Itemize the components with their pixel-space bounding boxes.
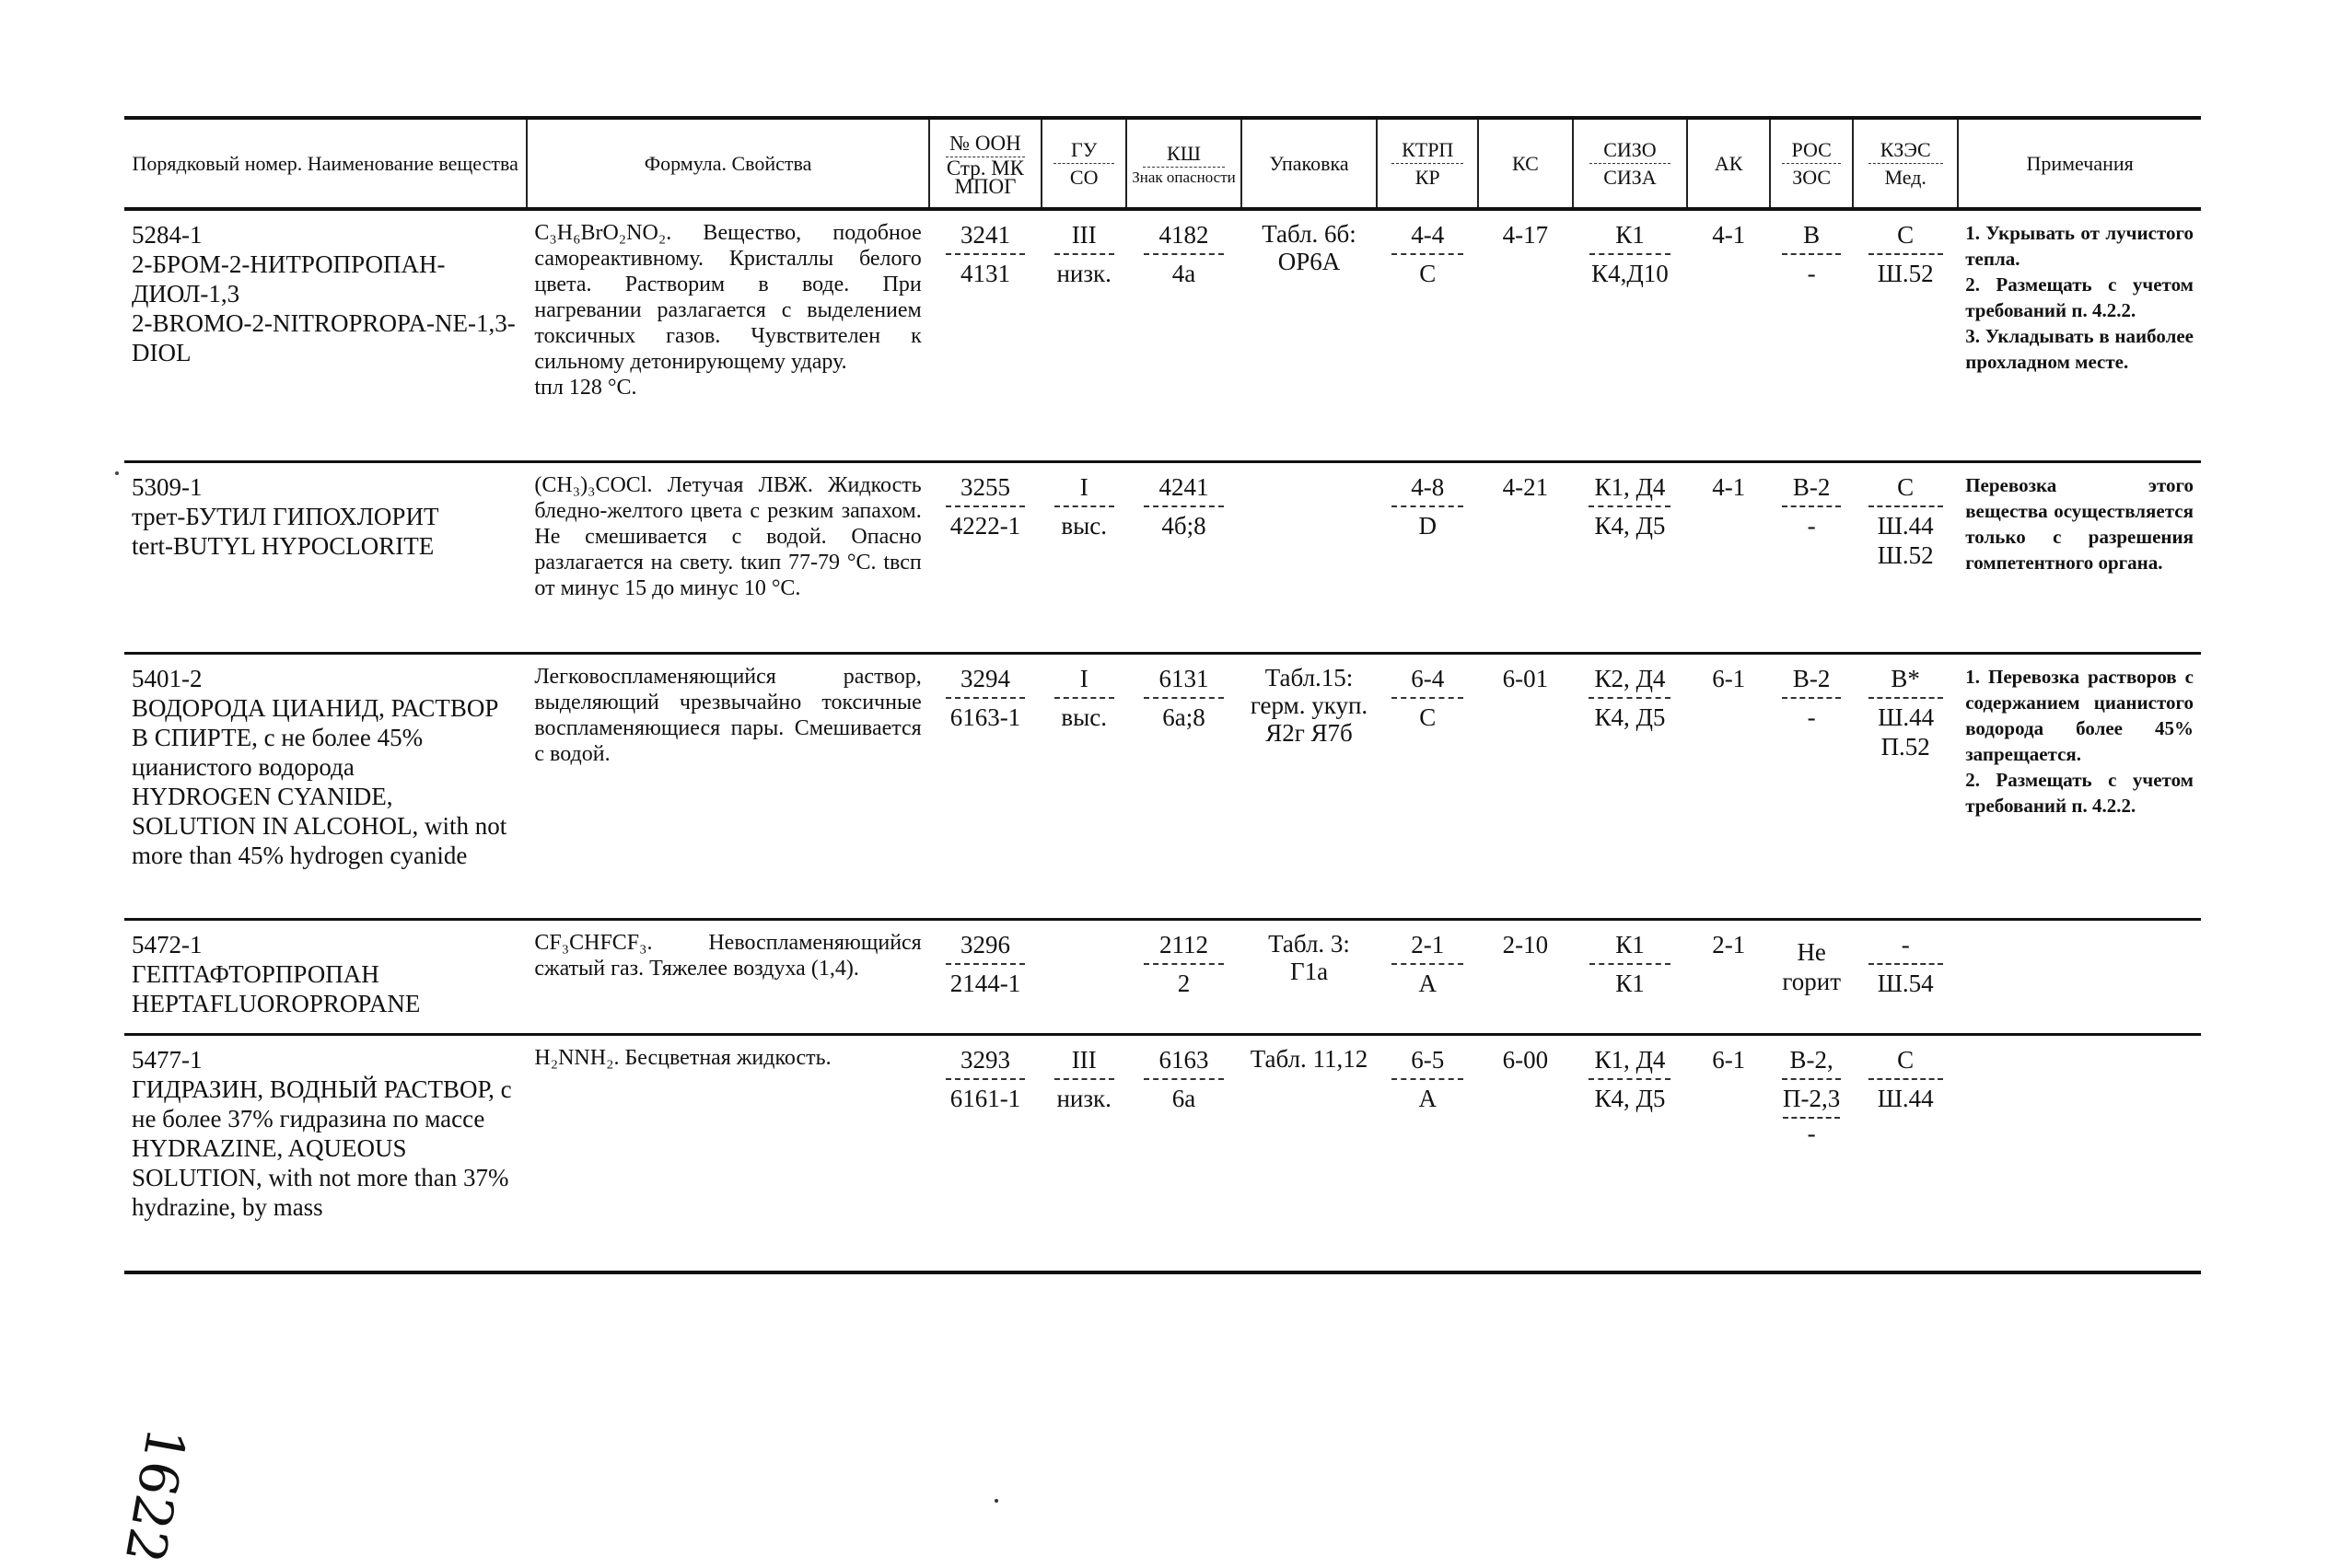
- ktrp-value: 4-4: [1391, 220, 1463, 255]
- substance-cell: [124, 653, 527, 919]
- un-number: 3241: [946, 220, 1025, 255]
- un-cell: [929, 461, 1042, 653]
- substance-name-en: 2-BROMO-2-NITROPROPA-NE-1,3-DIOL: [132, 309, 516, 366]
- packing-cell: Табл. 11,12: [1241, 1034, 1378, 1272]
- table-row: [124, 1034, 2201, 1272]
- sizo-value: К1: [1589, 930, 1670, 965]
- properties-cell: [527, 653, 928, 919]
- siza-value: К4, Д5: [1594, 1084, 1666, 1112]
- properties-text: Легковоспламеняющийся раствор, выделяющий чрезвычайно токсичные воспламеняющиеся пары. Смешивается с водой.: [534, 664, 922, 766]
- header-ros-bottom: ЗОС: [1792, 166, 1832, 189]
- ros-value: В-2: [1782, 664, 1841, 699]
- substance-cell: [124, 461, 527, 653]
- gu-cell: [1042, 653, 1126, 919]
- siza-value: К4,Д10: [1591, 260, 1669, 287]
- kzes-cell: [1853, 1034, 1958, 1272]
- sizo-cell: [1573, 461, 1688, 653]
- ksh-value: 6163: [1144, 1045, 1225, 1080]
- note-item: 1. Укрывать от лучистого тепла.: [1965, 222, 2194, 270]
- substance-cell: [124, 1034, 527, 1272]
- un-number: 3296: [946, 930, 1025, 965]
- gu-value: III: [1054, 1045, 1114, 1080]
- header-kzes: [1853, 118, 1958, 209]
- header-gu-bottom: СО: [1069, 166, 1099, 189]
- mk-page: 6161-1: [949, 1084, 1021, 1112]
- properties-cell: [527, 919, 928, 1034]
- ktrp-cell: [1377, 919, 1478, 1034]
- co-value: выс.: [1061, 703, 1107, 731]
- note-item: 2. Размещать с учетом требований п. 4.2.2.: [1965, 768, 2194, 817]
- notes-cell: [1958, 1034, 2201, 1272]
- header-name: Порядковый номер. Наименование вещества: [124, 118, 527, 209]
- ks-cell: 6-00: [1478, 1034, 1573, 1272]
- zos-extra: -: [1807, 1119, 1816, 1147]
- properties-text: C₃H₆BrO₂NO₂. Вещество, подобное самореактивному. Кристаллы белого цвета. Растворим в воде. При нагревании разлагается с выделением токсичных газов. Чувствителен к сильному детонирующему удару.: [534, 221, 922, 374]
- co-value: низк.: [1056, 260, 1112, 287]
- substance-name-en: HEPTAFLUOROPROPANE: [132, 989, 421, 1017]
- properties-text: (CH₃)₃COCl. Летучая ЛВЖ. Жидкость бледно-желтого цвета с резким запахом. Не смешивается с водой. Опасно разлагается на свету. tкип 77-79 °C. tвсп от минус 15 до минус 10 °C.: [534, 472, 922, 600]
- substance-number: 5284-1: [132, 221, 203, 249]
- header-sizo-top: СИЗО: [1589, 138, 1670, 164]
- note-item: 3. Укладывать в наиболее прохладном месте.: [1965, 325, 2194, 373]
- ksh-value: 2112: [1144, 930, 1225, 965]
- header-gu-top: ГУ: [1053, 138, 1113, 164]
- ksh-cell: [1126, 1034, 1241, 1272]
- substance-name-ru: 2-БРОМ-2-НИТРОПРОПАН-ДИОЛ-1,3: [132, 250, 446, 308]
- properties-cell: [527, 209, 928, 461]
- hazard-sign: 2: [1177, 969, 1191, 997]
- ksh-cell: [1126, 209, 1241, 461]
- properties-cell: [527, 1034, 928, 1272]
- header-formula: Формула. Свойства: [527, 118, 928, 209]
- header-ktrp-bottom: КР: [1414, 166, 1440, 189]
- gu-value: I: [1054, 664, 1114, 699]
- ak-cell: 2-1: [1687, 919, 1770, 1034]
- ksh-value: 6131: [1144, 664, 1225, 699]
- notes-cell: [1958, 461, 2201, 653]
- substance-name-ru: ГЕПТАФТОРПРОПАН: [132, 959, 379, 988]
- header-sizo-bottom: СИЗА: [1603, 166, 1657, 189]
- kr-value: A: [1418, 969, 1437, 997]
- header-un: [929, 118, 1042, 209]
- ktrp-value: 2-1: [1391, 930, 1463, 965]
- hazard-sign: 6а: [1171, 1084, 1196, 1112]
- ksh-cell: [1126, 461, 1241, 653]
- un-number: 3294: [946, 664, 1025, 699]
- ak-cell: 6-1: [1687, 1034, 1770, 1272]
- notes-cell: [1958, 209, 2201, 461]
- properties-text: CF₃CHFCF₃. Невоспламеняющийся сжатый газ. Тяжелее воздуха (1,4).: [534, 930, 922, 981]
- zos-value: -: [1807, 511, 1816, 540]
- sizo-value: К1, Д4: [1589, 472, 1670, 507]
- ksh-value: 4241: [1144, 472, 1225, 507]
- hazard-sign: 4а: [1171, 260, 1196, 287]
- header-notes: Примечания: [1958, 118, 2201, 209]
- med-value: Ш.44 П.52: [1878, 703, 1935, 761]
- properties-cell: [527, 461, 928, 653]
- ros-cell: [1770, 461, 1853, 653]
- notes-cell: [1958, 653, 2201, 919]
- med-value: Ш.44 Ш.52: [1877, 511, 1934, 569]
- sizo-value: К1, Д4: [1589, 1045, 1670, 1080]
- hazard-sign: 4б;8: [1161, 511, 1206, 540]
- gu-value: III: [1054, 220, 1114, 255]
- kzes-value: В*: [1868, 664, 1943, 699]
- gu-cell: [1042, 461, 1126, 653]
- scan-speck: [115, 471, 119, 475]
- header-ksh-top: КШ: [1143, 142, 1224, 168]
- med-value: Ш.44: [1877, 1084, 1934, 1112]
- mk-page: 4131: [960, 260, 1010, 287]
- kzes-value: С: [1868, 220, 1943, 255]
- header-ktrp: [1377, 118, 1478, 209]
- kr-value: C: [1419, 260, 1437, 287]
- co-value: выс.: [1061, 511, 1107, 540]
- header-gu: [1042, 118, 1126, 209]
- note-item: 1. Перевозка растворов с содержанием цианистого водорода более 45% запрещается.: [1965, 665, 2194, 765]
- ktrp-value: 6-4: [1391, 664, 1463, 699]
- header-ak: АК: [1687, 118, 1770, 209]
- ros-value: В-2,: [1782, 1045, 1841, 1080]
- header-ros-top: РОС: [1782, 138, 1841, 164]
- ktrp-cell: [1377, 209, 1478, 461]
- un-cell: [929, 653, 1042, 919]
- med-value: Ш.54: [1877, 969, 1934, 997]
- kzes-value: С: [1868, 472, 1943, 507]
- mk-page: 6163-1: [949, 703, 1021, 731]
- header-un-bottom: Стр. МК МПОГ: [946, 156, 1025, 198]
- ks-cell: 4-21: [1478, 461, 1573, 653]
- ktrp-cell: [1377, 1034, 1478, 1272]
- un-cell: [929, 919, 1042, 1034]
- med-value: Ш.52: [1877, 260, 1934, 287]
- ros-cell: [1770, 209, 1853, 461]
- packing-cell: Табл. 6б: ОР6А: [1241, 209, 1378, 461]
- mk-page: 4222-1: [949, 511, 1021, 540]
- ksh-cell: [1126, 653, 1241, 919]
- substance-number: 5309-1: [132, 472, 203, 501]
- header-packing: Упаковка: [1241, 118, 1378, 209]
- hazard-sign: 6а;8: [1162, 703, 1205, 731]
- ak-cell: 4-1: [1687, 209, 1770, 461]
- gu-cell: [1042, 209, 1126, 461]
- gu-cell: [1042, 1034, 1126, 1272]
- ak-cell: 4-1: [1687, 461, 1770, 653]
- kzes-value: -: [1868, 930, 1943, 965]
- kzes-cell: [1853, 209, 1958, 461]
- substance-number: 5401-2: [132, 664, 203, 692]
- ros-cell: Не горит: [1770, 919, 1853, 1034]
- ros-cell: [1770, 1034, 1853, 1272]
- table-row: [124, 461, 2201, 653]
- un-number: 3293: [946, 1045, 1025, 1080]
- substance-name-en: tert-BUTYL HYPOCLORITE: [132, 531, 435, 560]
- ks-cell: 2-10: [1478, 919, 1573, 1034]
- substance-name-ru: трет-БУТИЛ ГИПОХЛОРИТ: [132, 502, 439, 530]
- substance-name-en: HYDRAZINE, AQUEOUS SOLUTION, with not more than 37% hydrazine, by mass: [132, 1133, 509, 1221]
- note-item: Перевозка этого вещества осуществляется только с разрешения гомпетентного органа.: [1965, 473, 2194, 574]
- un-cell: [929, 209, 1042, 461]
- ak-cell: 6-1: [1687, 653, 1770, 919]
- ktrp-cell: [1377, 653, 1478, 919]
- kzes-value: С: [1868, 1045, 1943, 1080]
- header-ksh-bottom: Знак опасности: [1132, 168, 1236, 186]
- sizo-cell: [1573, 653, 1688, 919]
- header-ros: [1770, 118, 1853, 209]
- table-row: [124, 919, 2201, 1034]
- ktrp-value: 4-8: [1391, 472, 1463, 507]
- header-ktrp-top: КТРП: [1391, 138, 1463, 164]
- table-row: [124, 209, 2201, 461]
- un-cell: [929, 1034, 1042, 1272]
- ksh-cell: [1126, 919, 1241, 1034]
- hazard-table: [124, 116, 2201, 1274]
- sizo-cell: [1573, 919, 1688, 1034]
- packing-cell: Табл.15: герм. укуп. Я2г Я7б: [1241, 653, 1378, 919]
- substance-name-en: HYDROGEN CYANIDE, SOLUTION IN ALCOHOL, with not more than 45% hydrogen cyanide: [132, 782, 507, 869]
- scan-dot: [995, 1499, 998, 1503]
- kzes-cell: [1853, 653, 1958, 919]
- header-kzes-top: КЗЭС: [1868, 138, 1943, 164]
- note-item: 2. Размещать с учетом требований п. 4.2.2.: [1965, 273, 2194, 321]
- sizo-value: К2, Д4: [1589, 664, 1670, 699]
- substance-name-ru: ВОДОРОДА ЦИАНИД, РАСТВОР В СПИРТЕ, с не более 45% цианистого водорода: [132, 693, 499, 781]
- header-ks: КС: [1478, 118, 1573, 209]
- mk-page: 2144-1: [949, 969, 1021, 997]
- header-sizo: [1573, 118, 1688, 209]
- kr-value: A: [1418, 1084, 1437, 1112]
- ksh-value: 4182: [1144, 220, 1225, 255]
- un-number: 3255: [946, 472, 1025, 507]
- substance-number: 5472-1: [132, 930, 203, 958]
- kr-value: C: [1419, 703, 1437, 731]
- gu-value: I: [1054, 472, 1114, 507]
- notes-cell: [1958, 919, 2201, 1034]
- zos-value: -: [1807, 260, 1816, 287]
- sizo-value: К1: [1589, 220, 1670, 255]
- header-kzes-bottom: Мед.: [1884, 166, 1926, 189]
- siza-value: К1: [1615, 969, 1645, 997]
- page-number: 1622: [112, 1423, 199, 1568]
- kzes-cell: [1853, 919, 1958, 1034]
- gu-cell: [1042, 919, 1126, 1034]
- table-row: [124, 653, 2201, 919]
- properties-extra: tпл 128 °C.: [534, 376, 637, 400]
- ktrp-cell: [1377, 461, 1478, 653]
- packing-cell: [1241, 461, 1378, 653]
- sizo-cell: [1573, 209, 1688, 461]
- substance-cell: [124, 919, 527, 1034]
- sizo-cell: [1573, 1034, 1688, 1272]
- ros-cell: [1770, 653, 1853, 919]
- substance-name-ru: ГИДРАЗИН, ВОДНЫЙ РАСТВОР, с не более 37% гидразина по массе: [132, 1074, 512, 1132]
- kzes-cell: [1853, 461, 1958, 653]
- ktrp-value: 6-5: [1391, 1045, 1463, 1080]
- zos-value: П-2,3: [1783, 1080, 1840, 1119]
- co-value: низк.: [1056, 1084, 1112, 1112]
- ros-value: В-2: [1782, 472, 1841, 507]
- ks-cell: 6-01: [1478, 653, 1573, 919]
- ks-cell: 4-17: [1478, 209, 1573, 461]
- siza-value: К4, Д5: [1594, 703, 1666, 731]
- hazard-table-sheet: [124, 116, 2201, 1274]
- siza-value: К4, Д5: [1594, 511, 1666, 540]
- kr-value: D: [1418, 511, 1437, 540]
- substance-number: 5477-1: [132, 1045, 203, 1074]
- packing-cell: Табл. 3: Г1а: [1241, 919, 1378, 1034]
- substance-cell: [124, 209, 527, 461]
- ros-value: В: [1782, 220, 1841, 255]
- header-ksh: [1126, 118, 1241, 209]
- header-un-top: № ООН: [946, 132, 1026, 157]
- zos-value: -: [1807, 703, 1816, 731]
- properties-text: H₂NNH₂. Бесцветная жидкость.: [534, 1045, 832, 1070]
